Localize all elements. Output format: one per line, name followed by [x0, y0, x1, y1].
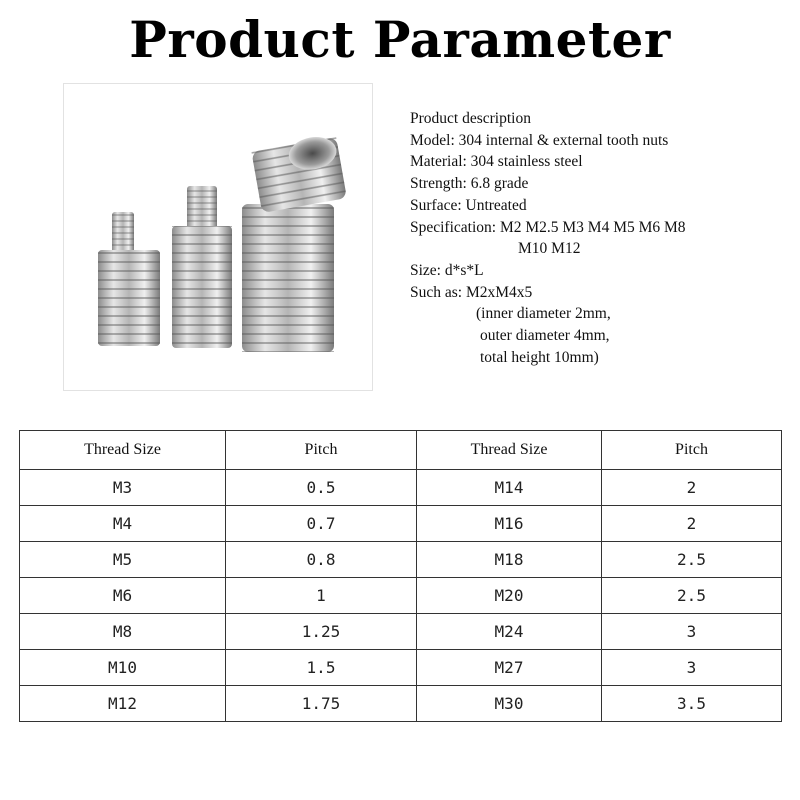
description-specification: Specification: M2 M2.5 M3 M4 M5 M6 M8 — [410, 218, 686, 236]
pitch-cell: 3 — [602, 614, 782, 650]
table-header-row — [20, 431, 782, 470]
header-thread-size-right: Thread Size — [417, 431, 602, 470]
table-row — [20, 578, 782, 614]
pitch-cell: 0.8 — [226, 542, 417, 578]
table-row — [20, 470, 782, 506]
pitch-cell: 1.75 — [226, 686, 417, 722]
page-title: Product Parameter — [129, 10, 671, 69]
pitch-cell: 1.5 — [226, 650, 417, 686]
table-row — [20, 686, 782, 722]
thread-size-cell: M4 — [20, 506, 226, 542]
pitch-cell: 0.5 — [226, 470, 417, 506]
thread-size-cell: M5 — [20, 542, 226, 578]
pitch-cell: 2.5 — [602, 542, 782, 578]
threaded-inserts-image — [64, 84, 372, 390]
thread-size-cell: M20 — [417, 578, 602, 614]
description-size: Size: d*s*L — [410, 261, 484, 279]
thread-size-cell: M3 — [20, 470, 226, 506]
description-surface: Surface: Untreated — [410, 196, 527, 214]
thread-size-cell: M18 — [417, 542, 602, 578]
thread-size-cell: M8 — [20, 614, 226, 650]
header-pitch-right: Pitch — [602, 431, 782, 470]
description-model: Model: 304 internal & external tooth nuts — [410, 131, 669, 149]
thread-size-cell: M24 — [417, 614, 602, 650]
description-outer-diameter: outer diameter 4mm, — [480, 327, 610, 345]
thread-pitch-table — [19, 430, 782, 722]
pitch-cell: 3.5 — [602, 686, 782, 722]
table-row — [20, 614, 782, 650]
thread-size-cell: M12 — [20, 686, 226, 722]
table-row — [20, 650, 782, 686]
description-heading: Product description — [410, 110, 531, 127]
pitch-cell: 2 — [602, 470, 782, 506]
thread-size-cell: M14 — [417, 470, 602, 506]
table-row — [20, 542, 782, 578]
pitch-cell: 3 — [602, 650, 782, 686]
description-specification-cont: M10 M12 — [518, 240, 581, 258]
description-material: Material: 304 stainless steel — [410, 153, 583, 171]
description-total-height: total height 10mm) — [480, 348, 599, 366]
pitch-cell: 2.5 — [602, 578, 782, 614]
thread-size-cell: M10 — [20, 650, 226, 686]
description-strength: Strength: 6.8 grade — [410, 175, 529, 193]
pitch-cell: 1 — [226, 578, 417, 614]
thread-size-cell: M6 — [20, 578, 226, 614]
table-row — [20, 506, 782, 542]
product-description — [410, 108, 795, 368]
thread-size-cell: M30 — [417, 686, 602, 722]
pitch-cell: 2 — [602, 506, 782, 542]
product-photo — [63, 83, 373, 391]
header-pitch-left: Pitch — [226, 431, 417, 470]
thread-size-cell: M16 — [417, 506, 602, 542]
description-inner-diameter: (inner diameter 2mm, — [476, 305, 611, 323]
description-example: Such as: M2xM4x5 — [410, 283, 533, 301]
header-thread-size-left: Thread Size — [20, 431, 226, 470]
pitch-cell: 0.7 — [226, 506, 417, 542]
pitch-cell: 1.25 — [226, 614, 417, 650]
thread-size-cell: M27 — [417, 650, 602, 686]
